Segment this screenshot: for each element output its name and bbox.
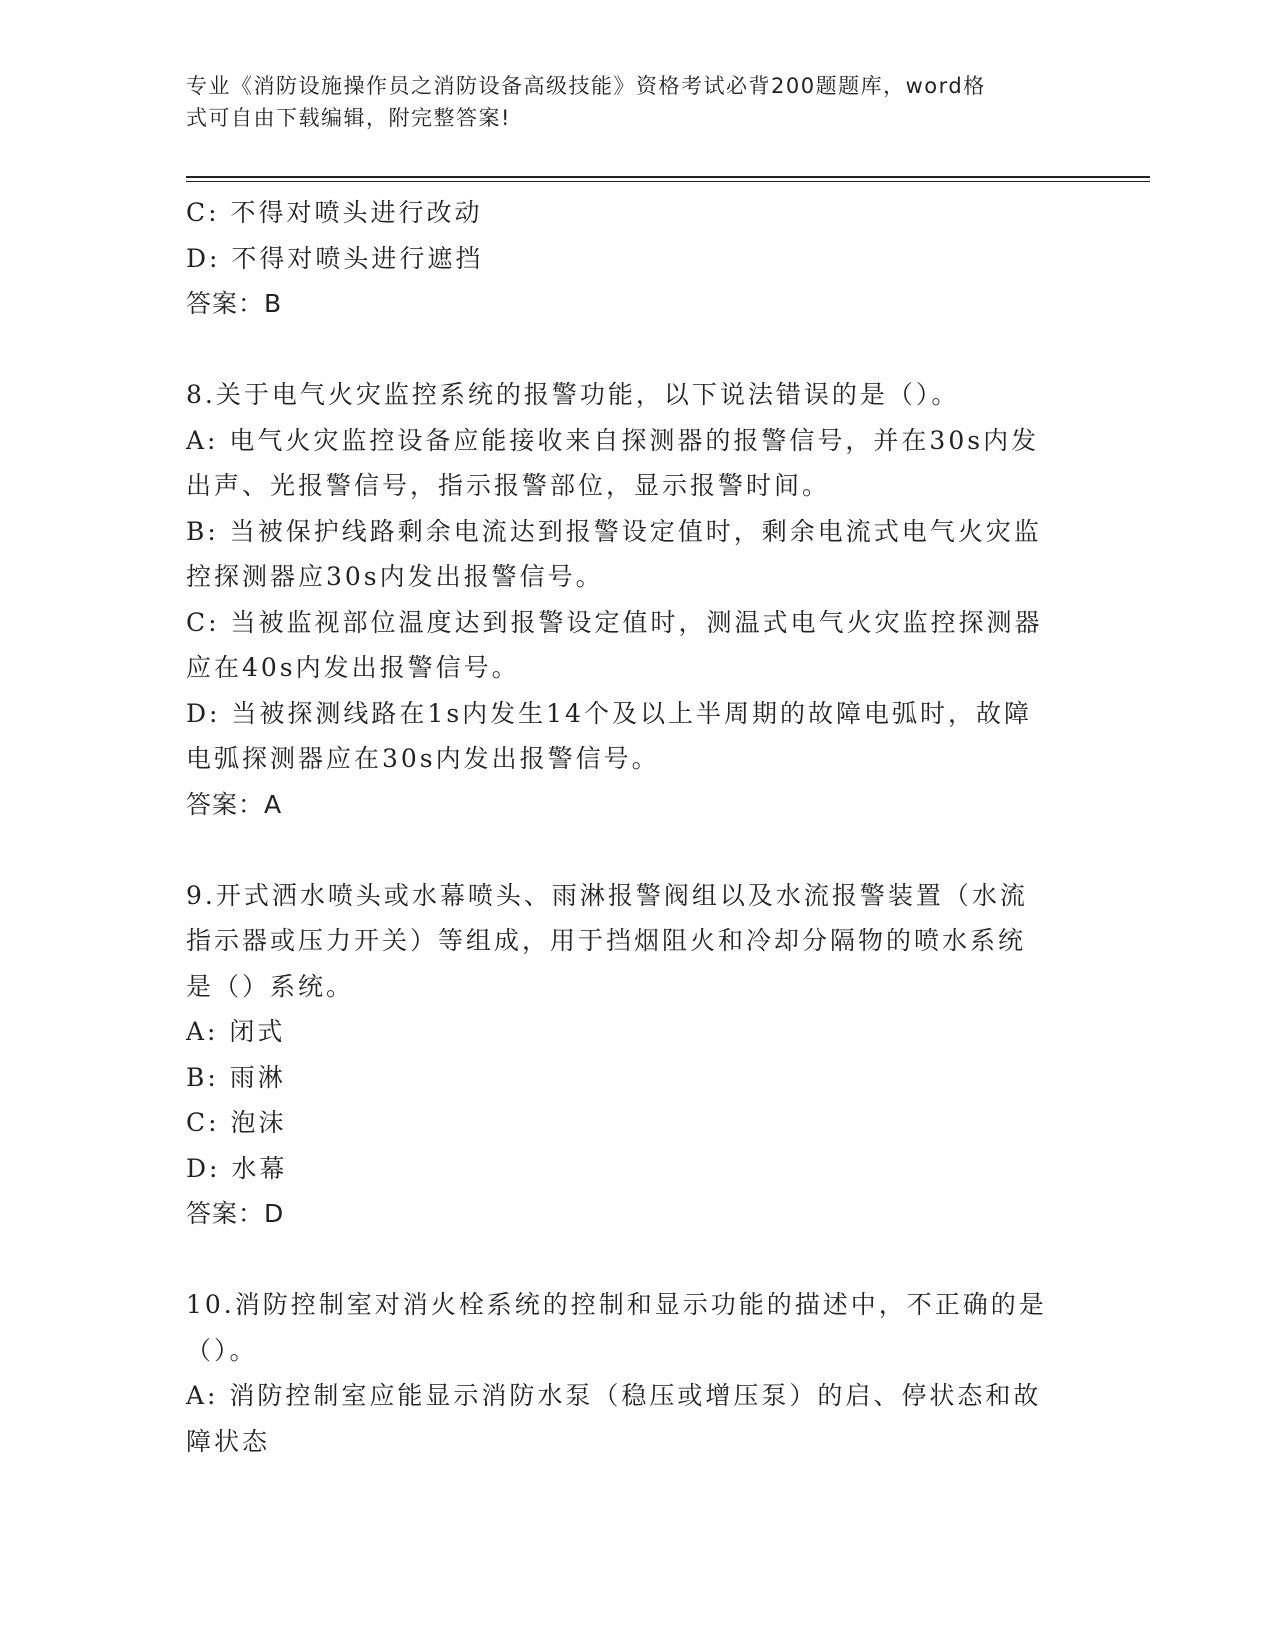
option-line: D: 水幕: [186, 1153, 288, 1183]
option-line: 控探测器应30s内发出报警信号。: [186, 562, 604, 591]
question-stem: （）。: [186, 1335, 258, 1365]
option-line: D: 不得对喷头进行遮挡: [186, 243, 484, 273]
question-stem: 指示器或压力开关）等组成，用于挡烟阻火和冷却分隔物的喷水系统: [186, 926, 1027, 955]
header-divider-thin: [186, 181, 1150, 182]
option-line: B: 当被保护线路剩余电流达到报警设定值时，剩余电流式电气火灾监: [186, 516, 1042, 546]
option-line: 障状态: [186, 1426, 271, 1456]
header-divider: [186, 176, 1150, 178]
question-10: [186, 1282, 1076, 1464]
option-line: A: 消防控制室应能显示消防水泵（稳压或增压泵）的启、停状态和故: [186, 1381, 1042, 1410]
question-content: [186, 190, 1076, 1464]
question-8: [186, 372, 1076, 827]
option-line: C: 泡沫: [186, 1108, 287, 1137]
answer-line: 答案：B: [186, 289, 283, 318]
question-9: [186, 873, 1076, 1237]
header-title-line-1: 专业《消防设施操作员之消防设备高级技能》资格考试必背200题题库，word格: [186, 74, 986, 98]
option-line: 出声、光报警信号，指示报警部位，显示报警时间。: [186, 471, 831, 500]
option-line: A: 闭式: [186, 1017, 286, 1046]
question-7-tail: [186, 190, 1076, 327]
option-line: A: 电气火灾监控设备应能接收来自探测器的报警信号，并在30s内发: [186, 425, 1040, 455]
document-header: [186, 70, 1066, 134]
option-line: C: 不得对喷头进行改动: [186, 198, 483, 227]
option-line: D: 当被探测线路在1s内发生14个及以上半周期的故障电弧时，故障: [186, 698, 1032, 728]
question-stem: 8.关于电气火灾监控系统的报警功能，以下说法错误的是（）。: [186, 380, 960, 409]
answer-line: 答案：D: [186, 1199, 285, 1228]
option-line: B: 雨淋: [186, 1062, 286, 1092]
question-stem: 9.开式洒水喷头或水幕喷头、雨淋报警阀组以及水流报警装置（水流: [186, 880, 1028, 910]
answer-line: 答案：A: [186, 789, 283, 819]
option-line: 电弧探测器应在30s内发出报警信号。: [186, 744, 660, 773]
question-stem: 是（）系统。: [186, 971, 355, 1001]
option-line: C: 当被监视部位温度达到报警设定值时，测温式电气火灾监控探测器: [186, 607, 1043, 637]
question-stem: 10.消防控制室对消火栓系统的控制和显示功能的描述中，不正确的是: [186, 1290, 1047, 1319]
header-title-line-2: 式可自由下载编辑，附完整答案!: [186, 106, 511, 130]
option-line: 应在40s内发出报警信号。: [186, 653, 520, 682]
